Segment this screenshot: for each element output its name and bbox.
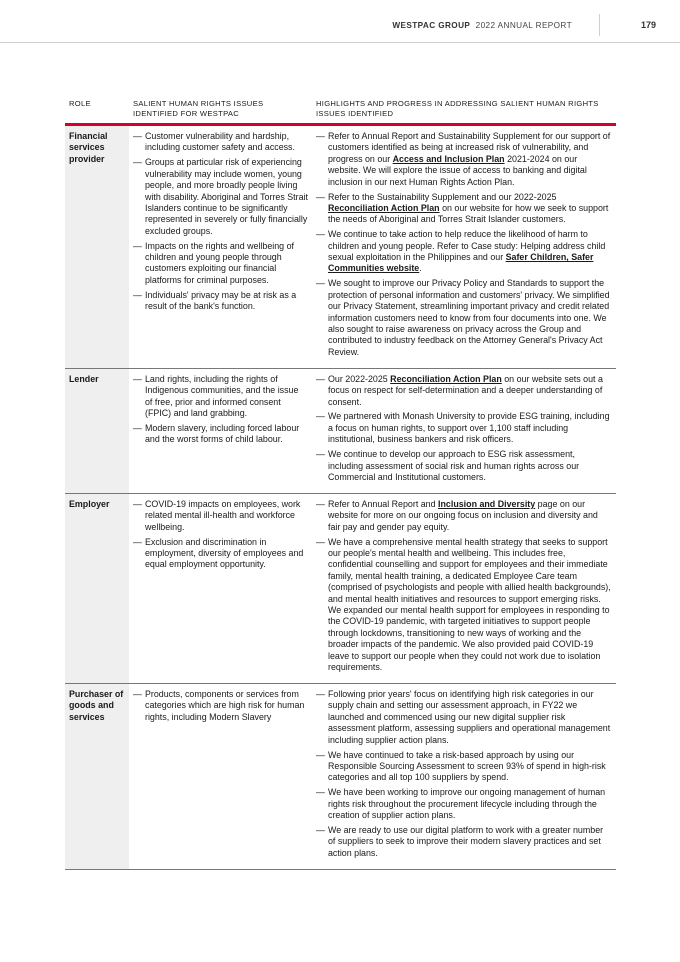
issues-list (133, 689, 308, 723)
safer-children-website-link[interactable]: Safer Children, Safer Communities website (328, 252, 594, 274)
table-row (65, 683, 616, 869)
column-header-issues: SALIENT HUMAN RIGHTS ISSUES IDENTIFIED FOR WESTPAC (129, 96, 312, 125)
list-item: — We are ready to use our digital platform to work with a greater number of suppliers to seek to improve their modern slavery practices and set action plans. (316, 825, 612, 859)
list-item: — Groups at particular risk of experiencing vulnerability may include women, young people, and more broadly people living with disability. Aboriginal and Torres Strait Islanders continue to be significantly represented in severely or fully financially excluded groups. (133, 157, 308, 237)
item-text: We continue to take action to help reduce the likelihood of harm to children and young people. Refer to Case study: Helping address child sexual exploitation in the Philippines and our (328, 229, 606, 263)
list-item: — Impacts on the rights and wellbeing of children and young people through customers exploiting our financial platforms for criminal purposes. (133, 241, 308, 287)
role-cell: Employer (65, 493, 129, 683)
inclusion-diversity-link[interactable]: Inclusion and Diversity (438, 498, 536, 509)
list-item: — Individuals' privacy may be at risk as a result of the bank's function. (133, 290, 308, 313)
highlights-cell (312, 125, 616, 369)
running-header (392, 21, 572, 30)
highlights-list (316, 374, 612, 484)
issues-cell (129, 493, 312, 683)
role-cell: Purchaser of goods and services (65, 683, 129, 869)
list-item: — We have continued to take a risk-based approach by using our Responsible Sourcing Assessment to screen 93% of spend in high-risk categories and all top 100 suppliers by spend. (316, 750, 612, 784)
item-text: on our website sets out a focus on respect for self-determination and a deeper understanding of consent. (328, 373, 603, 407)
highlights-list (316, 689, 612, 859)
page-header (0, 0, 680, 43)
list-item: — Customer vulnerability and hardship, including customer safety and access. (133, 131, 308, 154)
table-row (65, 125, 616, 369)
list-item (316, 229, 612, 275)
issues-list (133, 131, 308, 313)
role-cell: Financial services provider (65, 125, 129, 369)
header-divider (599, 14, 600, 36)
list-item: — We partnered with Monash University to provide ESG training, including a focus on human rights, to support over 1,100 staff including institutional, business bankers and risk officers. (316, 411, 612, 445)
item-text: Our 2022-2025 (328, 373, 391, 384)
table-row (65, 368, 616, 493)
header-brand: WESTPAC GROUP (392, 21, 471, 30)
table-row (65, 493, 616, 683)
human-rights-table (65, 96, 616, 870)
reconciliation-action-plan-link[interactable]: Reconciliation Action Plan (328, 202, 440, 213)
table-header-row (65, 96, 616, 125)
list-item: — Products, components or services from categories which are high risk for human rights, including Modern Slavery (133, 689, 308, 723)
item-text: page on our website for more on our ongoing focus on inclusion and diversity and fair pay and gender pay equity. (328, 498, 598, 532)
highlights-list (316, 131, 612, 358)
highlights-cell (312, 368, 616, 493)
list-item (316, 131, 612, 188)
highlights-list (316, 499, 612, 674)
list-item (316, 499, 612, 533)
column-header-role: ROLE (65, 96, 129, 125)
item-text: Refer to Annual Report and (328, 498, 439, 509)
item-text: Refer to the Sustainability Supplement and our 2022-2025 (328, 191, 557, 202)
role-cell: Lender (65, 368, 129, 493)
highlights-cell (312, 683, 616, 869)
list-item (316, 374, 612, 408)
item-text: . (419, 263, 422, 274)
list-item: — Exclusion and discrimination in employment, diversity of employees and equal employment opportunity. (133, 537, 308, 571)
item-text: 2021-2024 on our website. We will explore the issue of access to banking and digital inclusion in our next Human Rights Action Plan. (328, 153, 587, 187)
issues-list (133, 499, 308, 571)
list-item: — Modern slavery, including forced labour and the worst forms of child labour. (133, 423, 308, 446)
issues-cell (129, 125, 312, 369)
list-item: — Land rights, including the rights of Indigenous communities, and the issue of free, prior and informed consent (FPIC) and land grabbing. (133, 374, 308, 420)
page-number: 179 (640, 20, 656, 30)
list-item: — We continue to develop our approach to ESG risk assessment, including assessment of social risk and human rights across our Commercial and Institutional customers. (316, 449, 612, 483)
reconciliation-action-plan-link[interactable]: Reconciliation Action Plan (390, 373, 502, 384)
list-item: — We sought to improve our Privacy Policy and Standards to support the protection of personal information and customers' privacy. We simplified our Privacy Statement, streamlining important privacy and credit related information customers need to know from four documents into one. We also sought to raise awareness on privacy across the Group and contributed to industry feedback on the Attorney General's Privacy Act Review. (316, 278, 612, 358)
highlights-cell (312, 493, 616, 683)
column-header-highlights: HIGHLIGHTS AND PROGRESS IN ADDRESSING SALIENT HUMAN RIGHTS ISSUES IDENTIFIED (312, 96, 616, 125)
list-item: — We have been working to improve our ongoing management of human rights risk throughout the procurement lifecycle including through the creation of supplier action plans. (316, 787, 612, 821)
header-report-title: 2022 ANNUAL REPORT (475, 21, 572, 30)
access-inclusion-plan-link[interactable]: Access and Inclusion Plan (392, 153, 505, 164)
issues-cell (129, 368, 312, 493)
issues-cell (129, 683, 312, 869)
list-item: — We have a comprehensive mental health strategy that seeks to support our people's mental health and wellbeing. This includes free, confidential counselling and support for employees and their immediate family, mental health training, a dedicated Employee Care team (comprised of psychologists and people with allied health backgrounds), and mental health initiatives and resources to support emerging risks. We expanded our mental health support for employees in responding to the COVID-19 pandemic, with targeted initiatives to support people through lockdowns, transitioning to new ways of working and the broader impacts of the pandemic. We also provided paid COVID-19 leave to support our people when they could not work due to isolation requirements. (316, 537, 612, 674)
list-item (316, 192, 612, 226)
list-item: — COVID-19 impacts on employees, work related mental ill-health and workforce wellbeing. (133, 499, 308, 533)
item-text: Refer to Annual Report and Sustainability Supplement for our support of customers identified as being at increased risk of vulnerability, and progress on our (328, 131, 611, 164)
item-text: on our website for how we seek to support the needs of Aboriginal and Torres Strait Islander customers. (328, 202, 609, 225)
list-item: — Following prior years' focus on identifying high risk categories in our supply chain and setting our assessment approach, in FY22 we launched and commenced using our new digital supplier risk assessment platform, assessing suppliers and operational management including supplier action plans. (316, 689, 612, 746)
issues-list (133, 374, 308, 446)
